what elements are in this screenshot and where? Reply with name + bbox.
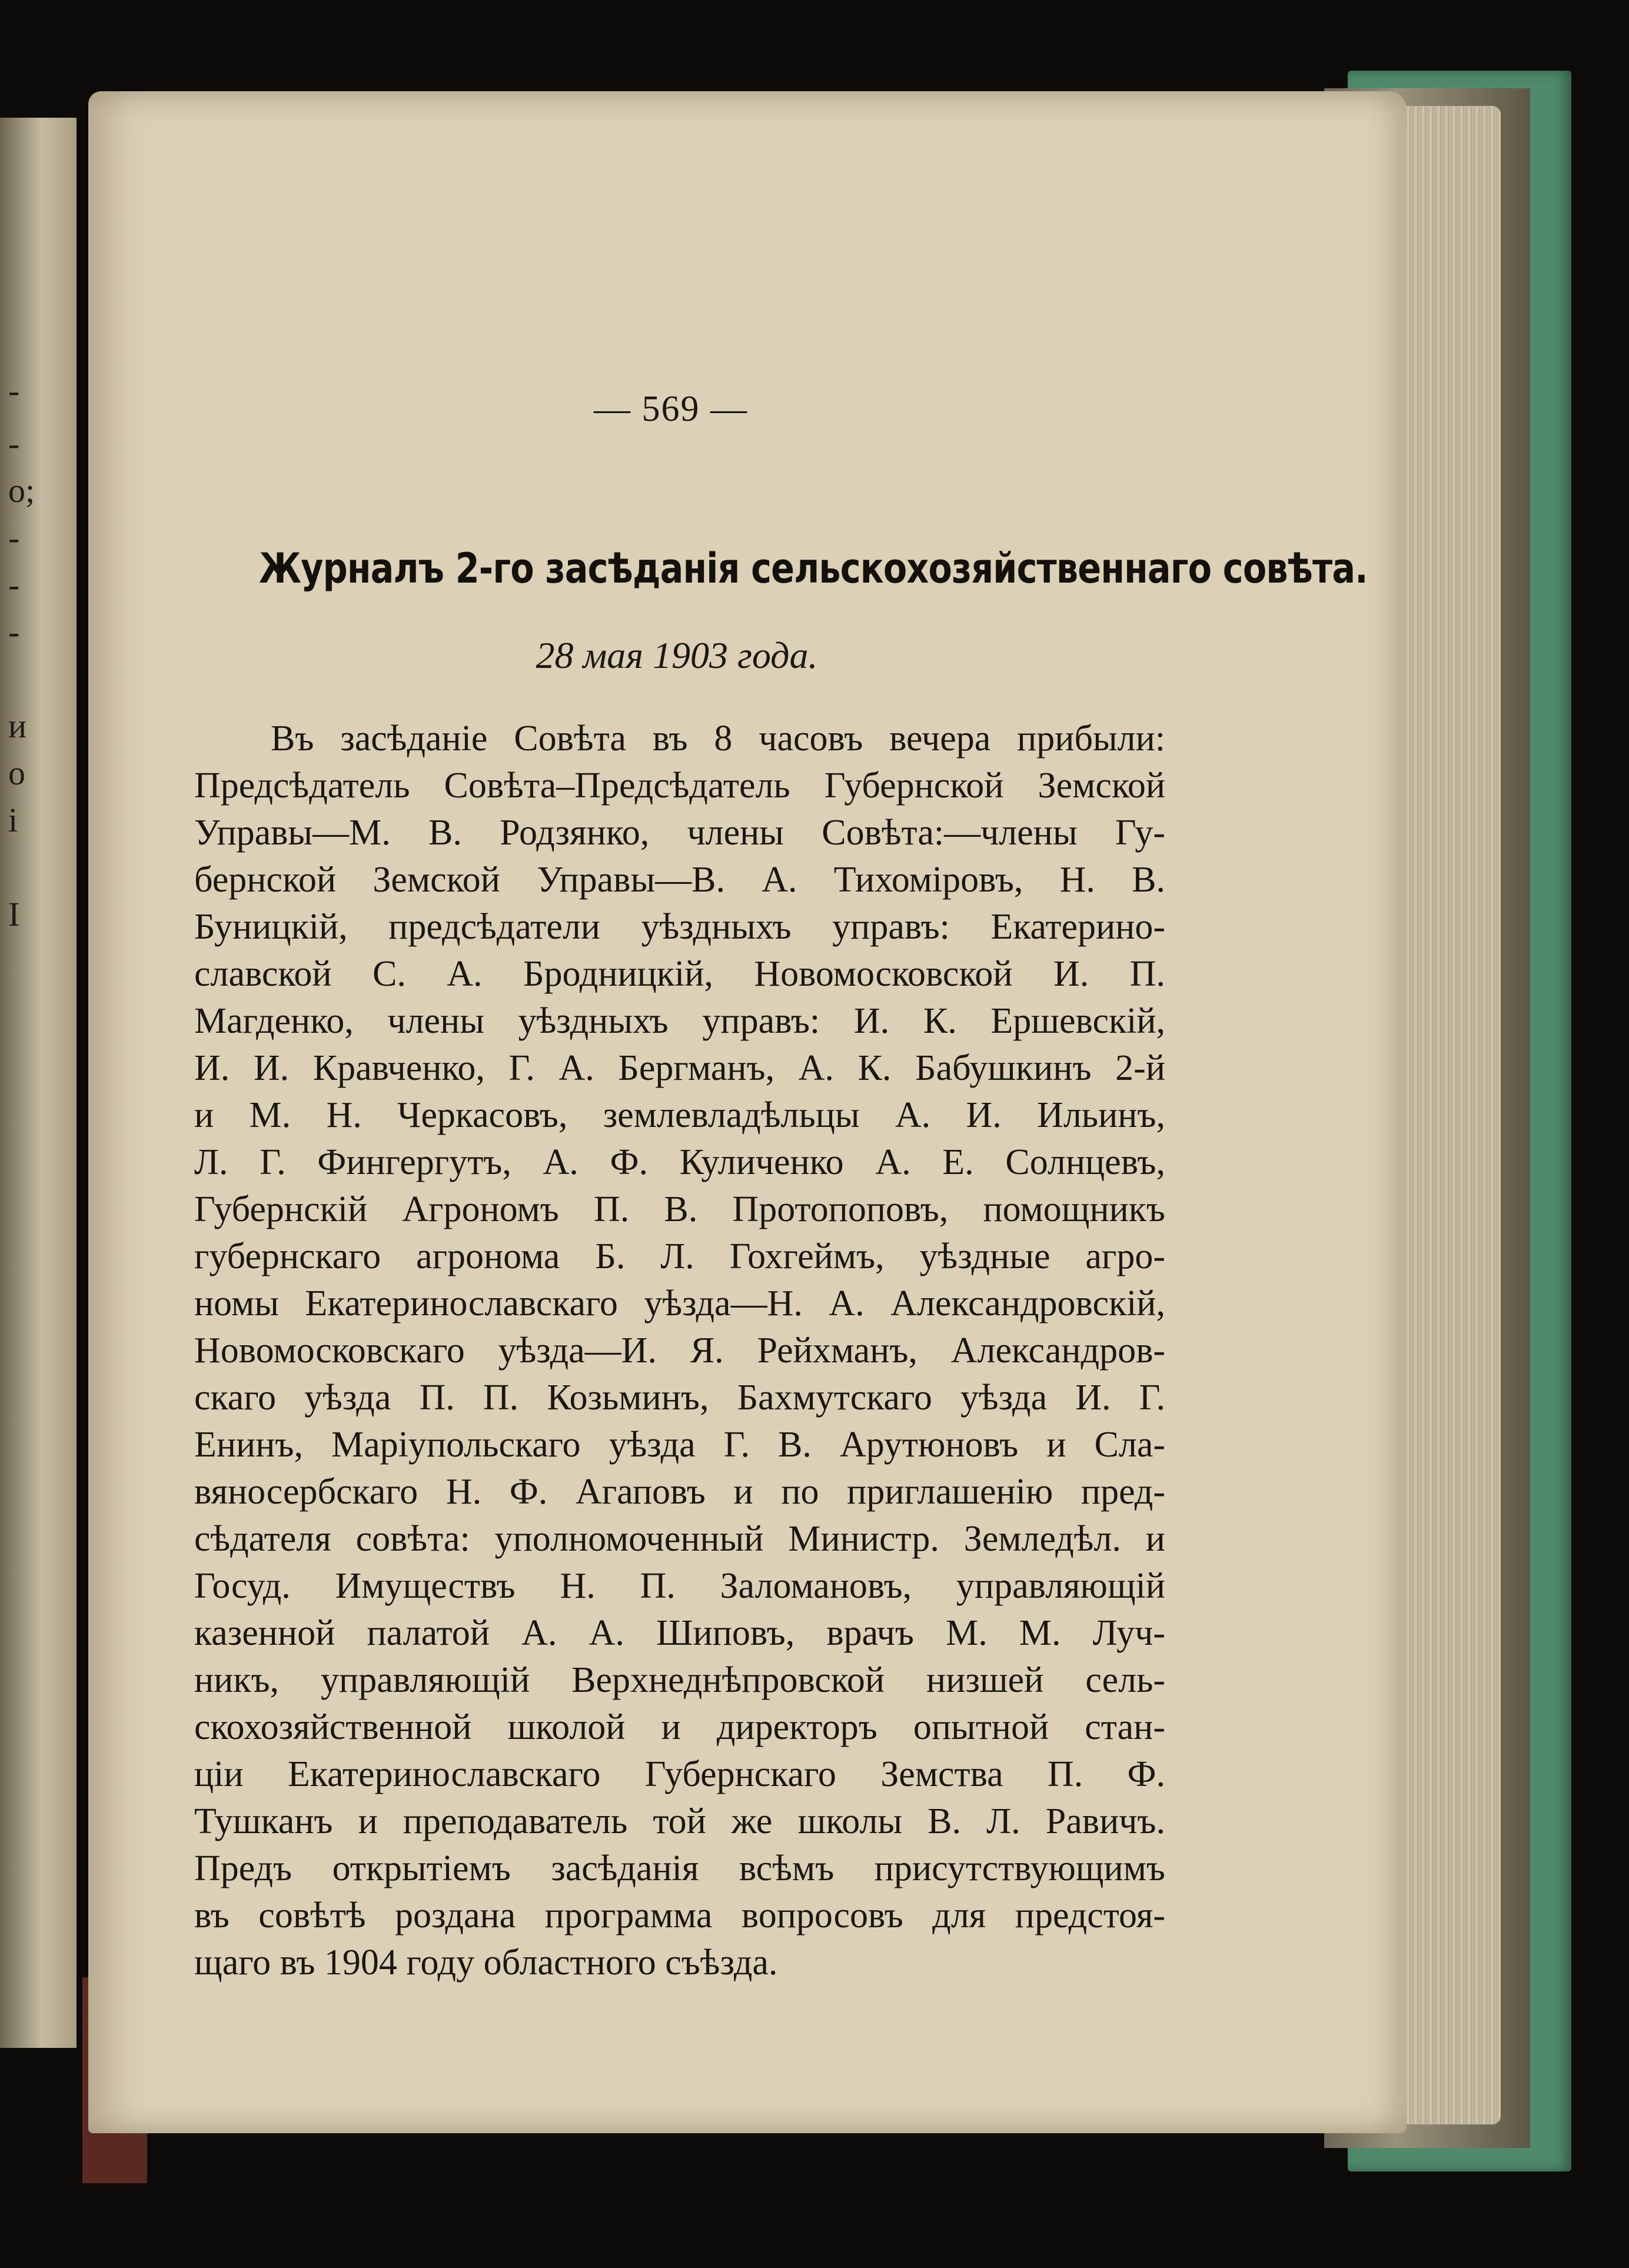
body-line: сѣдателя совѣта: уполномоченный Министр. Земледѣл. и xyxy=(194,1519,1165,1559)
book-page xyxy=(88,91,1407,2133)
left-page-glyph: о xyxy=(8,754,25,792)
body-line: въ совѣтѣ роздана программа вопросовъ для предстоя- xyxy=(194,1895,1165,1936)
body-line: никъ, управляющій Верхнеднѣпровской низшей сель- xyxy=(194,1660,1165,1700)
body-line: Предъ открытіемъ засѣданія всѣмъ присутствующимъ xyxy=(194,1848,1165,1888)
body-line: Енинъ, Маріупольскаго уѣзда Г. В. Арутюновъ и Сла- xyxy=(194,1425,1165,1465)
left-page-glyph: - xyxy=(8,518,20,557)
left-page-glyph: - xyxy=(8,613,20,651)
body-line: Новомосковскаго уѣзда—И. Я. Рейхманъ, Александров- xyxy=(194,1331,1165,1371)
body-line: Л. Г. Фингергутъ, А. Ф. Куличенко А. Е. Солнцевъ, xyxy=(194,1142,1165,1182)
body-line: Госуд. Имуществъ Н. П. Заломановъ, управляющій xyxy=(194,1566,1165,1606)
body-line: Тушканъ и преподаватель той же школы В. Л. Равичъ. xyxy=(194,1801,1165,1841)
left-page-glyph: и xyxy=(8,707,27,745)
body-line: щаго въ 1904 году областного съѣзда. xyxy=(194,1943,778,1983)
body-line: казенной палатой А. А. Шиповъ, врачъ М. М. Луч- xyxy=(194,1613,1165,1653)
left-page-glyph: І xyxy=(8,895,20,933)
body-line: губернскаго агронома Б. Л. Гохгеймъ, уѣздные агро- xyxy=(194,1236,1165,1276)
left-page-glyph: - xyxy=(8,424,20,463)
body-line: и М. Н. Черкасовъ, землевладѣльцы А. И. Ильинъ, xyxy=(194,1095,1165,1135)
body-line: Предсѣдатель Совѣта–Предсѣдатель Губернской Земской xyxy=(194,766,1165,806)
body-line: Губернскій Агрономъ П. В. Протопоповъ, помощникъ xyxy=(194,1189,1165,1229)
body-line: номы Екатеринославскаго уѣзда—Н. А. Александровскій, xyxy=(194,1283,1165,1323)
body-line: Буницкій, предсѣдатели уѣздныхъ управъ: Екатерино- xyxy=(194,907,1165,947)
body-line: Въ засѣданіе Совѣта въ 8 часовъ вечера прибыли: xyxy=(271,719,1165,759)
body-line: скохозяйственной школой и директоръ опытной стан- xyxy=(194,1707,1165,1747)
left-page-glyph: і xyxy=(8,801,18,839)
left-page-glyph: о; xyxy=(8,471,35,510)
body-line: Магденко, члены уѣздныхъ управъ: И. К. Ершевскій, xyxy=(194,1001,1165,1041)
journal-date: 28 мая 1903 года. xyxy=(536,634,818,676)
body-line: ціи Екатеринославскаго Губернскаго Земства П. Ф. xyxy=(194,1754,1165,1794)
body-line: скаго уѣзда П. П. Козьминъ, Бахмутскаго уѣзда И. Г. xyxy=(194,1378,1165,1418)
journal-title: Журналъ 2-го засѣданія сельскохозяйственнаго совѣта. xyxy=(259,544,1368,593)
body-line: вяносербскаго Н. Ф. Агаповъ и по приглашенію пред- xyxy=(194,1472,1165,1512)
body-line: славской С. А. Бродницкій, Новомосковской И. П. xyxy=(194,954,1165,994)
left-page-glyph: - xyxy=(8,566,20,604)
body-line: Управы—М. В. Родзянко, члены Совѣта:—члены Гу- xyxy=(194,813,1165,853)
body-line: бернской Земской Управы—В. А. Тихоміровъ, Н. В. xyxy=(194,860,1165,900)
body-line: И. И. Кравченко, Г. А. Бергманъ, А. К. Бабушкинъ 2-й xyxy=(194,1048,1165,1088)
left-page-glyph: - xyxy=(8,371,20,410)
left-page-fragment xyxy=(0,118,77,2048)
page-number: — 569 — xyxy=(594,389,748,429)
